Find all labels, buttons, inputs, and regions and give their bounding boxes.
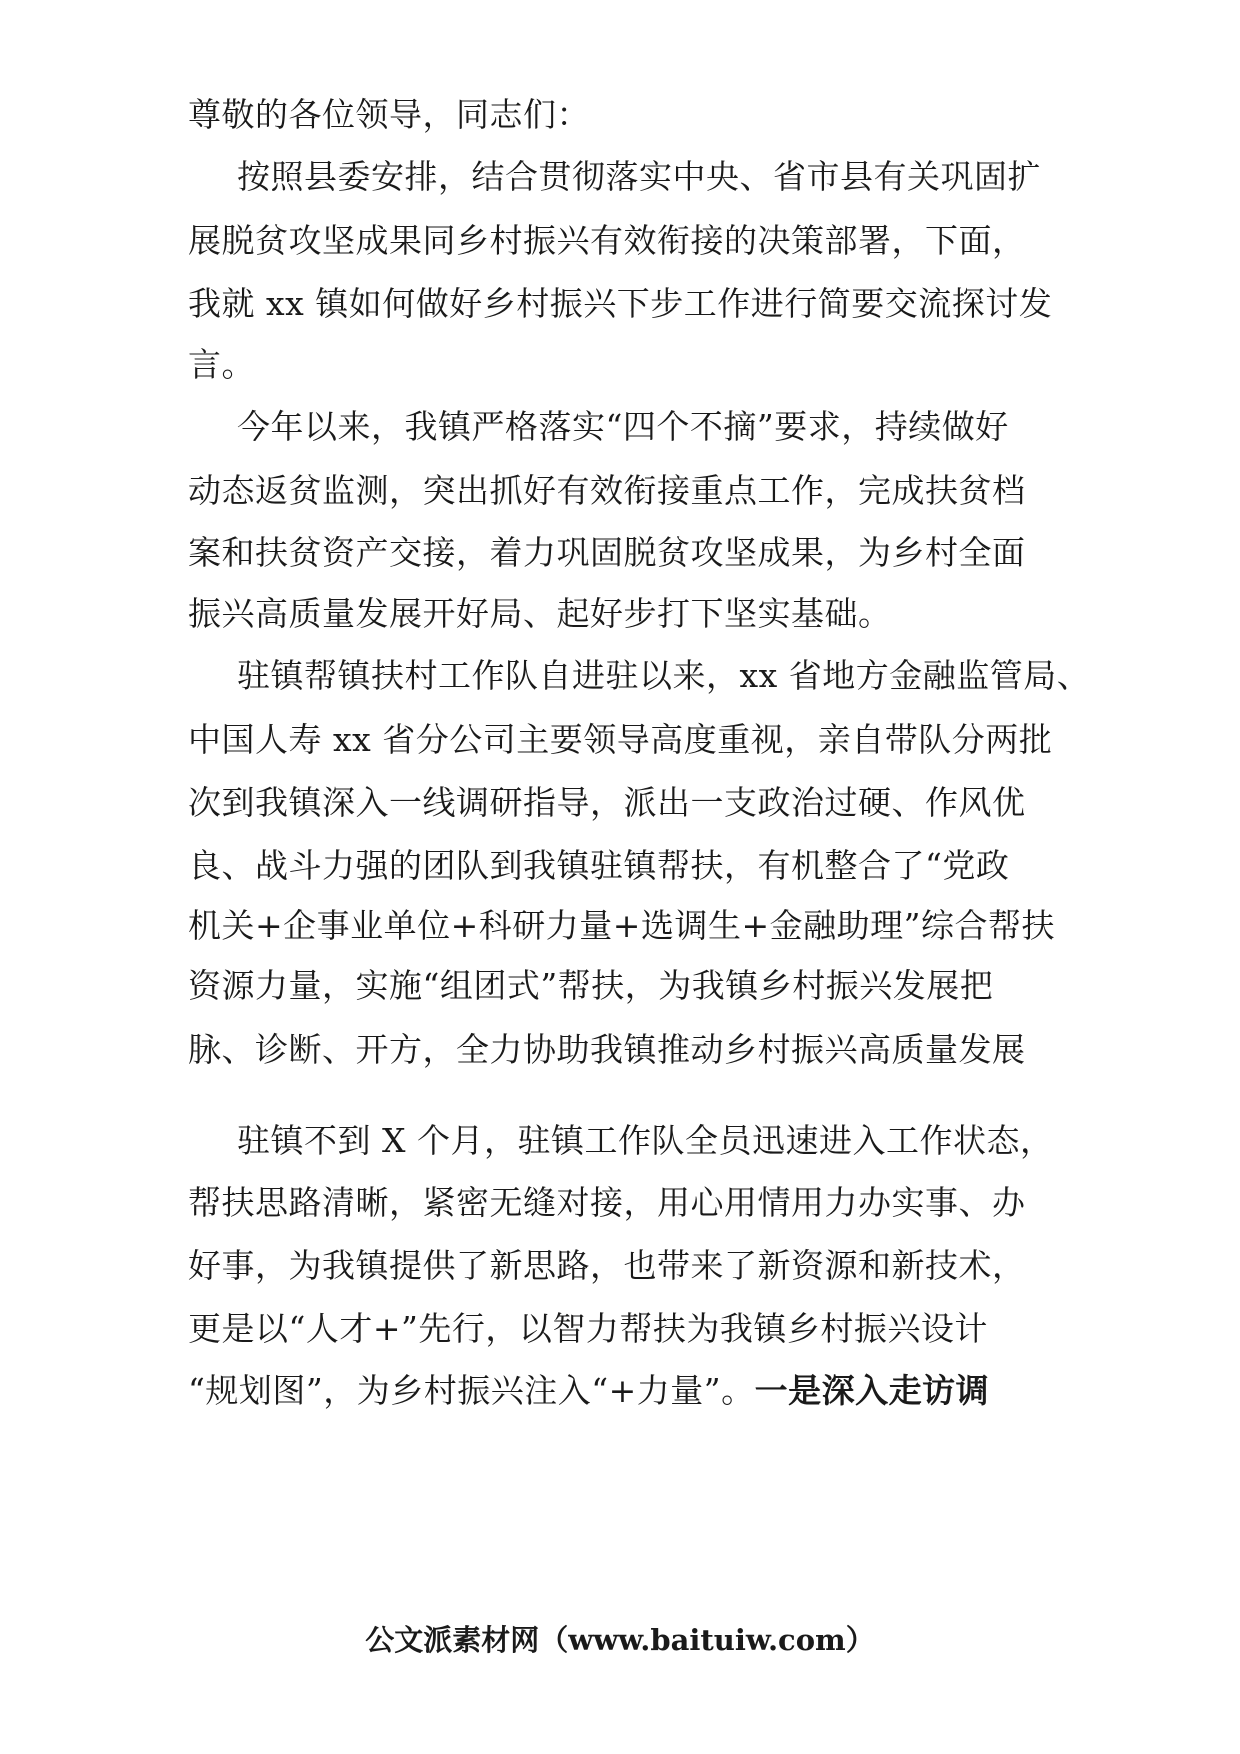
paragraph-1-line-3: 我就 xx 镇如何做好乡村振兴下步工作进行简要交流探讨发 [188, 284, 1053, 323]
paragraph-2-line-4: 振兴高质量发展开好局、起好步打下坚实基础。 [188, 594, 892, 633]
paragraph-1-line-2: 展脱贫攻坚成果同乡村振兴有效衔接的决策部署，下面， [188, 221, 1026, 260]
paragraph-4-line-4: 更是以“人才+”先行，以智力帮扶为我镇乡村振兴设计 [188, 1309, 988, 1348]
paragraph-4-line-3: 好事，为我镇提供了新思路，也带来了新资源和新技术， [188, 1246, 1026, 1285]
paragraph-2-line-3: 案和扶贫资产交接，着力巩固脱贫攻坚成果，为乡村全面 [188, 533, 1026, 572]
paragraph-2-line-1: 今年以来，我镇严格落实“四个不摘”要求，持续做好 [237, 407, 1009, 446]
paragraph-4-line-5-normal: “规划图”，为乡村振兴注入“+力量”。 [188, 1371, 755, 1410]
paragraph-3-line-4: 良、战斗力强的团队到我镇驻镇帮扶，有机整合了“党政 [188, 846, 1010, 885]
paragraph-4-line-5-bold: 一是深入走访调 [754, 1371, 990, 1410]
footer-source: 公文派素材网（www.baituiw.com） [365, 1623, 875, 1657]
paragraph-3-line-7: 脉、诊断、开方，全力协助我镇推动乡村振兴高质量发展 [188, 1030, 1026, 1069]
paragraph-1-line-1: 按照县委安排，结合贯彻落实中央、省市县有关巩固扩 [237, 157, 1041, 196]
paragraph-3-line-2: 中国人寿 xx 省分公司主要领导高度重视，亲自带队分两批 [188, 720, 1053, 759]
paragraph-3-line-1: 驻镇帮镇扶村工作队自进驻以来，xx 省地方金融监管局、 [237, 656, 1091, 695]
paragraph-2-line-2: 动态返贫监测，突出抓好有效衔接重点工作，完成扶贫档 [188, 471, 1026, 510]
paragraph-1-line-4: 言。 [188, 345, 255, 384]
paragraph-3-line-3: 次到我镇深入一线调研指导，派出一支政治过硬、作风优 [188, 783, 1026, 822]
paragraph-3-line-5: 机关+企事业单位+科研力量+选调生+金融助理”综合帮扶 [188, 906, 1055, 945]
salutation: 尊敬的各位领导，同志们： [188, 95, 590, 134]
paragraph-3-line-6: 资源力量，实施“组团式”帮扶，为我镇乡村振兴发展把 [188, 966, 994, 1005]
paragraph-4-line-2: 帮扶思路清晰，紧密无缝对接，用心用情用力办实事、办 [188, 1183, 1026, 1222]
paragraph-4-line-1: 驻镇不到 X 个月，驻镇工作队全员迅速进入工作状态， [237, 1121, 1054, 1160]
paragraph-4-line-5 [188, 1371, 989, 1411]
